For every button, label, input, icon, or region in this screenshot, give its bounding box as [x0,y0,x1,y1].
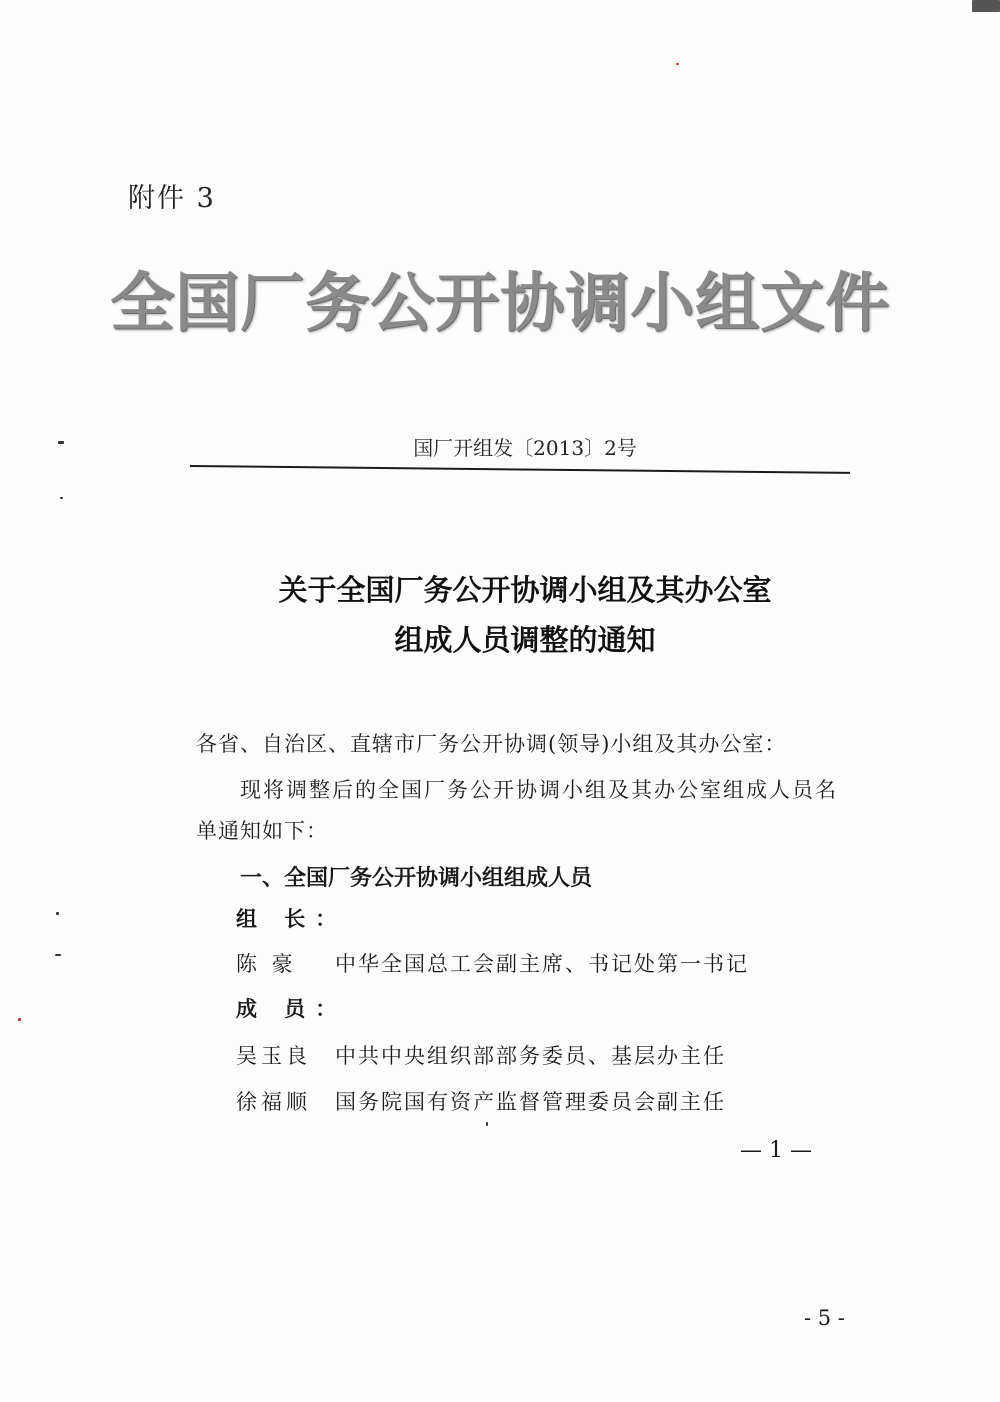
scan-speck [56,912,59,915]
scan-speck [486,1122,488,1126]
outer-page-number: - 5 - [804,1306,845,1330]
section-heading: 一、全国厂务公开协调小组组成人员 [240,866,593,891]
person-position: 中共中央组织部部务委员、基层办主任 [335,1044,726,1068]
scan-speck [676,63,679,65]
body-paragraph-line1: 现将调整后的全国厂务公开协调小组及其办公室组成人员名 [240,778,838,802]
issuing-authority-banner: 全国厂务公开协调小组文件 [110,267,890,341]
person-position: 国务院国有资产监督管理委员会副主任 [335,1090,726,1114]
salutation: 各省、自治区、直辖市厂务公开协调(领导)小组及其办公室： [196,732,787,756]
scan-speck [60,497,63,499]
header-divider [190,465,850,474]
scan-speck [58,441,64,444]
body-paragraph-line2: 单通知如下： [196,819,328,843]
person-position: 中华全国总工会副主席、书记处第一书记 [335,952,749,976]
document-title-line2: 组成人员调整的通知 [394,623,656,657]
person-name: 徐福顺 [236,1090,311,1114]
person-name: 吴玉良 [236,1044,311,1068]
document-number: 国厂开组发〔2013〕2号 [413,436,637,460]
scan-speck [972,0,1000,12]
scan-speck [18,1018,21,1021]
scan-speck [55,954,61,956]
leader-label: 组 长： [236,906,347,931]
person-name: 陈 豪 [236,952,297,976]
attachment-label: 附件 3 [128,183,216,214]
inner-page-number: — 1 — [740,1138,812,1163]
members-label: 成 员： [236,996,347,1021]
document-title-line1: 关于全国厂务公开协调小组及其办公室 [278,573,772,607]
